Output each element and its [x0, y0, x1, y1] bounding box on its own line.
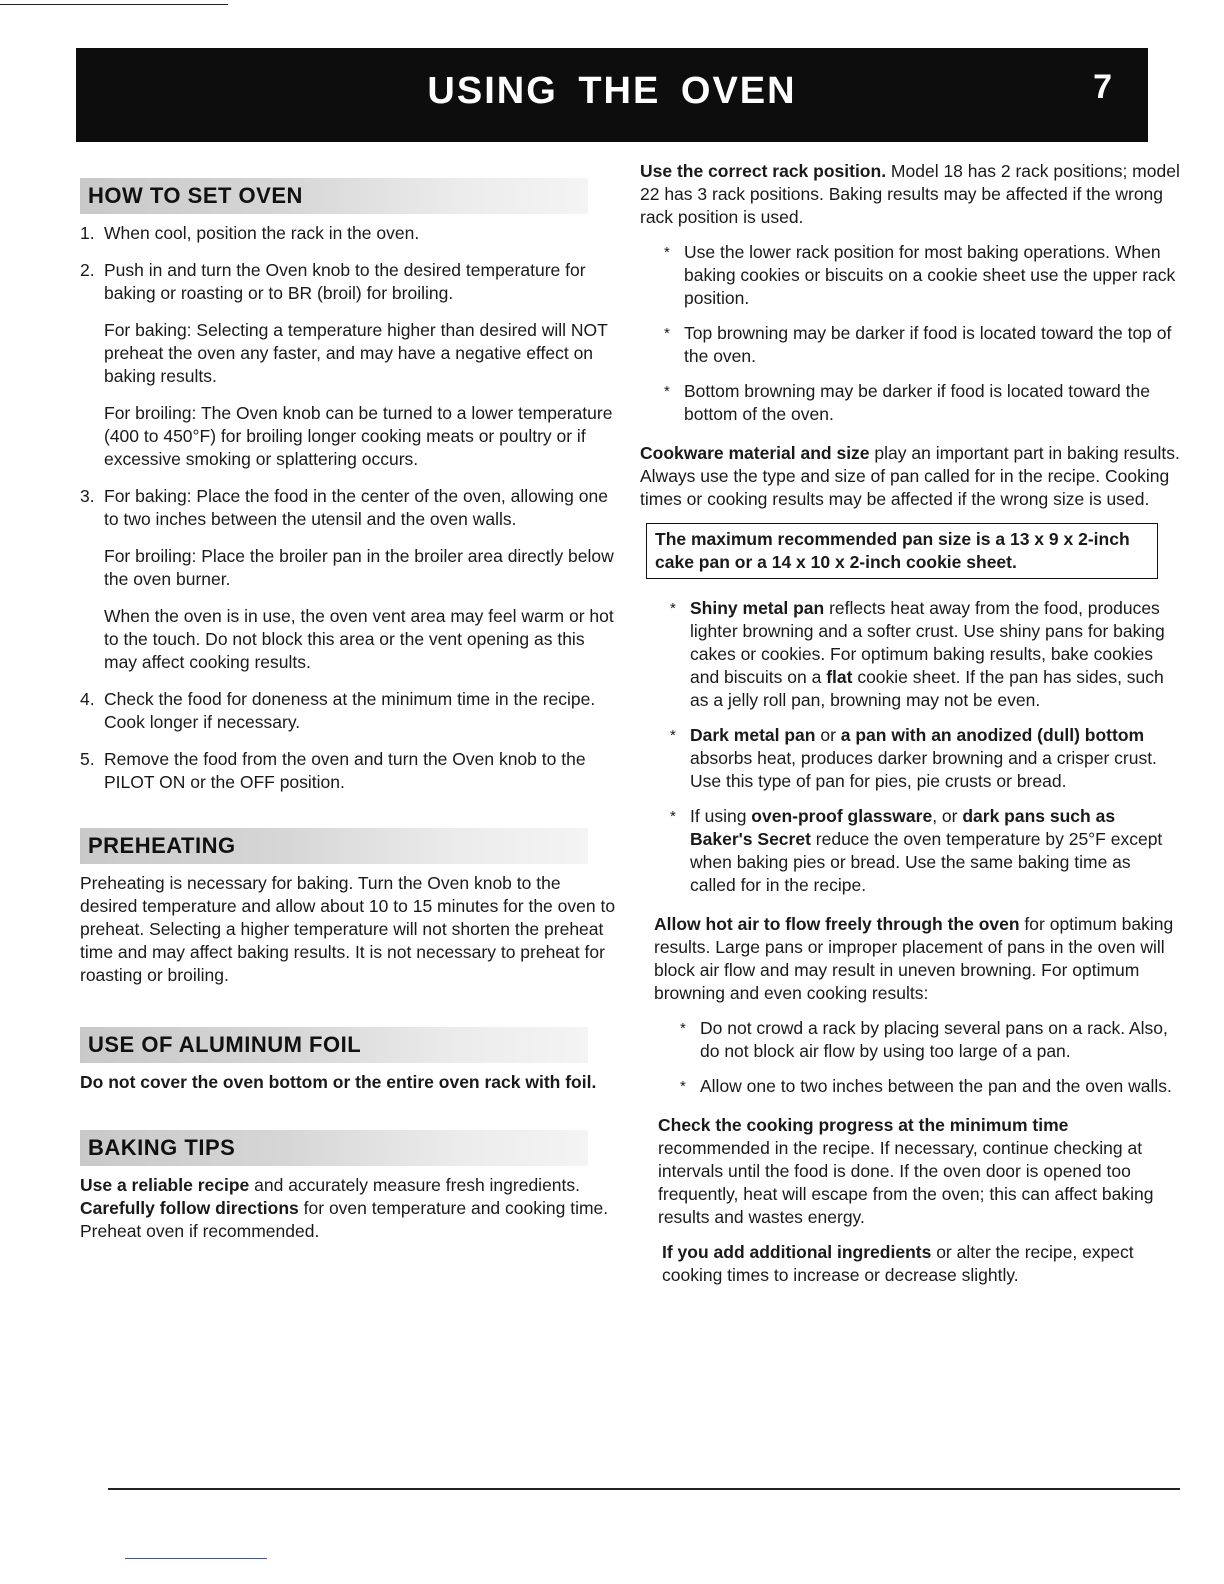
step-text: Push in and turn the Oven knob to the desired temperature for baking or roasting or to BR (broil) for broiling. [104, 260, 586, 303]
step-5 [80, 748, 620, 794]
list-item: * Dark metal pan or a pan with an anodized (dull) bottom absorbs heat, produces darker browning and a crisper crust. Use this type of pan for pies, pie crusts or bread. [670, 725, 1157, 791]
step-number: 2. [80, 260, 95, 280]
right-column [640, 160, 1180, 1299]
cookware-text: Cookware material and size play an important part in baking results. Always use the type and size of pan called for in the recipe. Cooking times or cooking results may be affected if the wrong size is used. [640, 443, 1180, 509]
section-heading-baking-tips: BAKING TIPS [80, 1130, 588, 1166]
baking-tips-text: Use a reliable recipe and accurately measure fresh ingredients. Carefully follow directions for oven temperature and cooking time. Preheat oven if recommended. [80, 1175, 609, 1241]
list-item: * Shiny metal pan reflects heat away from the food, produces lighter browning and a softer crust. Use shiny pans for baking cakes or cookies. For optimum baking results, bake cookies and biscuits on a flat cookie sheet. If the pan has sides, such as a jelly roll pan, browning may not be even. [670, 598, 1165, 710]
page-banner [76, 48, 1148, 142]
step-4 [80, 688, 620, 734]
section-heading-aluminum-foil: USE OF ALUMINUM FOIL [80, 1027, 588, 1063]
asterisk-icon: * [670, 727, 676, 744]
asterisk-icon: * [664, 325, 670, 342]
asterisk-icon: * [680, 1078, 686, 1095]
step-number: 3. [80, 486, 95, 506]
preheating-text: Preheating is necessary for baking. Turn the Oven knob to the desired temperature and allow about 10 to 15 minutes for the oven to preheat. Selecting a higher temperature will not shorten the preheat time and may affect baking results. It is not necessary to preheat for roasting or broiling. [80, 873, 616, 985]
step-number: 1. [80, 223, 95, 243]
list-item: * Use the lower rack position for most baking operations. When baking cookies or biscuits on a cookie sheet use the upper rack position. [664, 242, 1176, 308]
step-number: 4. [80, 689, 95, 709]
step-3 [80, 485, 620, 531]
step-text: Check the food for doneness at the minimum time in the recipe. Cook longer if necessary. [104, 689, 596, 732]
max-pan-size-callout: The maximum recommended pan size is a 13 x 9 x 2-inch cake pan or a 14 x 10 x 2-inch cookie sheet. [646, 523, 1158, 579]
cooking-progress-text: Check the cooking progress at the minimum time recommended in the recipe. If necessary, continue checking at intervals until the food is done. If the oven door is opened too frequently, heat will escape from the oven; this can affect baking results and wastes energy. [658, 1115, 1154, 1227]
asterisk-icon: * [664, 244, 670, 261]
asterisk-icon: * [680, 1020, 686, 1037]
step-3-vent-note: When the oven is in use, the oven vent area may feel warm or hot to the touch. Do not block this area or the vent opening as this may affect cooking results. [104, 606, 614, 672]
step-text: Remove the food from the oven and turn the Oven knob to the PILOT ON or the OFF position. [104, 749, 586, 792]
asterisk-icon: * [664, 383, 670, 400]
bottom-rule [108, 1488, 1180, 1490]
page-title: USING THE OVEN [427, 70, 797, 112]
list-item: * Top browning may be darker if food is located toward the top of the oven. [664, 323, 1172, 366]
list-item: * Do not crowd a rack by placing several pans on a rack. Also, do not block air flow by using too large of a pan. [680, 1018, 1168, 1061]
step-text: For baking: Place the food in the center of the oven, allowing one to two inches between the utensil and the oven walls. [104, 486, 608, 529]
step-2 [80, 259, 620, 305]
top-rule [0, 4, 228, 5]
rack-position-text: Use the correct rack position. Model 18 has 2 rack positions; model 22 has 3 rack positions. Baking results may be affected if the wrong rack position is used. [640, 161, 1180, 227]
step-3-broiling-note: For broiling: Place the broiler pan in the broiler area directly below the oven burner. [104, 546, 614, 589]
step-2-baking-note: For baking: Selecting a temperature higher than desired will NOT preheat the oven any faster, and may have a negative effect on baking results. [104, 320, 608, 386]
step-2-broiling-note: For broiling: The Oven knob can be turned to a lower temperature (400 to 450°F) for broiling longer cooking meats or poultry or if excessive smoking or splattering occurs. [104, 403, 613, 469]
asterisk-icon: * [670, 808, 676, 825]
step-number: 5. [80, 749, 95, 769]
list-item: * Allow one to two inches between the pan and the oven walls. [680, 1076, 1172, 1096]
airflow-text: Allow hot air to flow freely through the oven for optimum baking results. Large pans or improper placement of pans in the oven will block air flow and may result in uneven browning. For optimum browning and even cooking results: [654, 914, 1174, 1003]
step-1 [80, 222, 620, 245]
page-number: 7 [1093, 68, 1112, 106]
footer-line [125, 1558, 267, 1559]
additional-ingredients-text: If you add additional ingredients or alter the recipe, expect cooking times to increase or decrease slightly. [662, 1242, 1134, 1285]
asterisk-icon: * [670, 600, 676, 617]
section-heading-preheating: PREHEATING [80, 828, 588, 864]
aluminum-foil-text: Do not cover the oven bottom or the entire oven rack with foil. [80, 1072, 597, 1092]
list-item: * Bottom browning may be darker if food is located toward the bottom of the oven. [664, 381, 1150, 424]
left-column [80, 170, 620, 1255]
section-heading-how-to-set-oven: HOW TO SET OVEN [80, 178, 588, 214]
list-item: * If using oven-proof glassware, or dark pans such as Baker's Secret reduce the oven temperature by 25°F except when baking pies or bread. Use the same baking time as called for in the recipe. [670, 806, 1163, 895]
step-text: When cool, position the rack in the oven. [104, 223, 420, 243]
